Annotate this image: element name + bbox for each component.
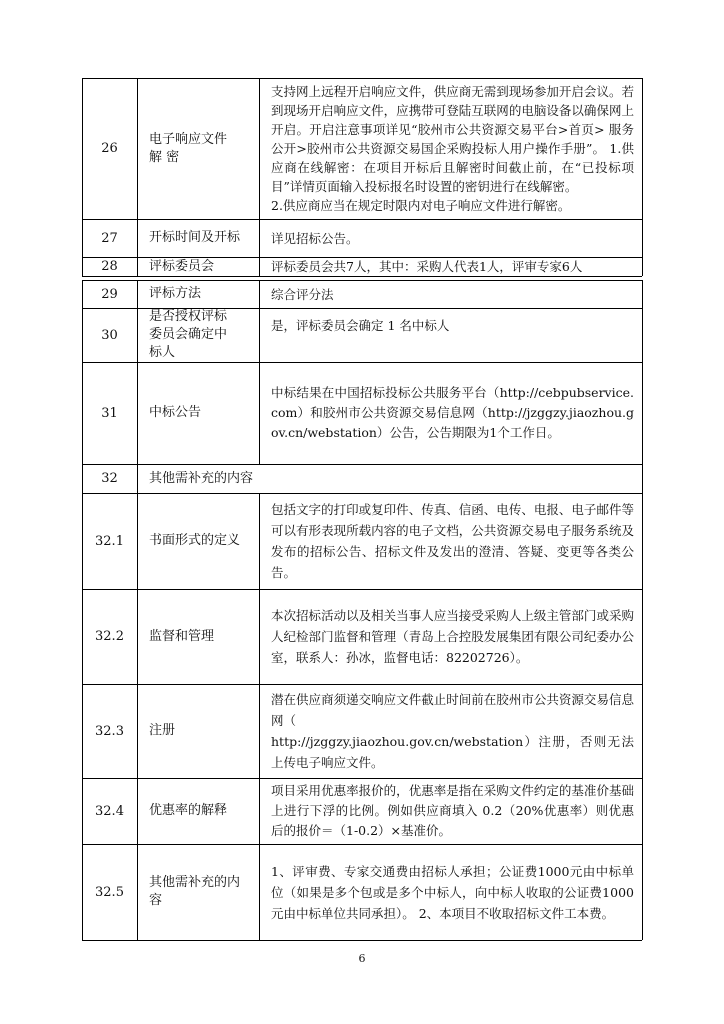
table-row-item: 开标时间及开标 — [149, 230, 241, 245]
table-row-item: 电子响应文件 解 密 — [149, 131, 228, 165]
table-row-item: 评标委员会 — [149, 258, 215, 274]
table-row-number: 32 — [101, 471, 118, 486]
table-row-item: 书面形式的定义 — [149, 533, 241, 548]
table-row-number: 26 — [101, 141, 118, 156]
table-row-number: 32.3 — [95, 723, 124, 739]
table-row-content: 项目采用优惠率报价的，优惠率是指在采购文件约定的基准价基础上进行下浮的比例。例如供应商填入 0.2（20%优惠率）则优惠后的报价＝（1-0.2）×基准价。 — [271, 783, 634, 838]
table-row-number: 27 — [101, 230, 118, 246]
table-row-number: 30 — [101, 327, 118, 343]
table-row-content: 包括文字的打印或复印件、传真、信函、电传、电报、电子邮件等可以有形表现所载内容的电子文档，公共资源交易电子服务系统及发布的招标公告、招标文件及发出的澄清、答疑、变更等各类公告。 — [271, 502, 634, 580]
table-row-number: 29 — [101, 286, 118, 302]
table-row-item: 监督和管理 — [149, 628, 215, 644]
table-row-content: 1、评审费、专家交通费由招标人承担；公证费1000元由中标单位（如果是多个包或是多个中标人，向中标人收取的公证费1000元由中标单位共同承担）。 2、本项目不收取招标文件工本费。 — [271, 863, 634, 921]
table-row-content: 中标结果在中国招标投标公共服务平台（http://cebpubservice.com）和胶州市公共资源交易信息网（http://jzggzy.jiaozhou.gov.cn/webstation）公告，公告期限为1个工作日。 — [271, 385, 634, 440]
table-row-content: 本次招标活动以及相关当事人应当接受采购人上级主管部门或采购人纪检部门监督和管理（青岛上合控股发展集团有限公司纪委办公室，联系人：孙冰，监督电话：82202726）。 — [271, 608, 634, 665]
table-row-content: 是，评标委员会确定 1 名中标人 — [271, 318, 450, 333]
page-number: 6 — [358, 952, 366, 965]
table-row-content: 支持网上远程开启响应文件，供应商无需到现场参加开启会议。若到现场开启响应文件，应携带可登陆互联网的电脑设备以确保网上开启。开启注意事项详见“胶州市公共资源交易平台>首页> 服务公开>胶州市公共资源交易国企采购投标人用户操作手册”。 1.供应商在线解密：在项目开标后且解密时间截止前，在“已投标项目”详情页面输入投标报名时设置的密钥进行在线解密。 2.供应商应当在规定时限内对电子响应文件进行解密。 — [271, 84, 634, 213]
table-row-item: 中标公告 — [149, 405, 202, 420]
table-row-number: 32.4 — [95, 803, 124, 819]
table-row-number: 32.5 — [95, 884, 124, 900]
table-row-item: 其他需补充的内 容 — [149, 875, 241, 908]
table-row-item: 注册 — [149, 723, 176, 738]
table-row-item: 其他需补充的内容 — [149, 470, 254, 486]
table-row-number: 32.2 — [95, 629, 124, 644]
table-row-number: 32.1 — [95, 533, 124, 549]
table-row-item: 优惠率的解释 — [149, 803, 228, 818]
table-row-content: 详见招标公告。 — [271, 230, 359, 246]
table-row-content: 评标委员会共7人，其中：采购人代表1人，评审专家6人 — [271, 259, 583, 274]
table-row-number: 31 — [101, 405, 118, 421]
table-row-number: 28 — [101, 259, 118, 274]
table-row-content: 综合评分法 — [271, 286, 334, 302]
table-row-content: 潜在供应商须递交响应文件截止时间前在胶州市公共资源交易信息网（ http://jzggzy.jiaozhou.gov.cn/webstation）注册，否则无法上传电子响应文件。 — [271, 692, 634, 770]
table-row-item: 评标方法 — [149, 286, 202, 301]
table-row-item: 是否授权评标委员会确定中标人 — [149, 309, 228, 360]
